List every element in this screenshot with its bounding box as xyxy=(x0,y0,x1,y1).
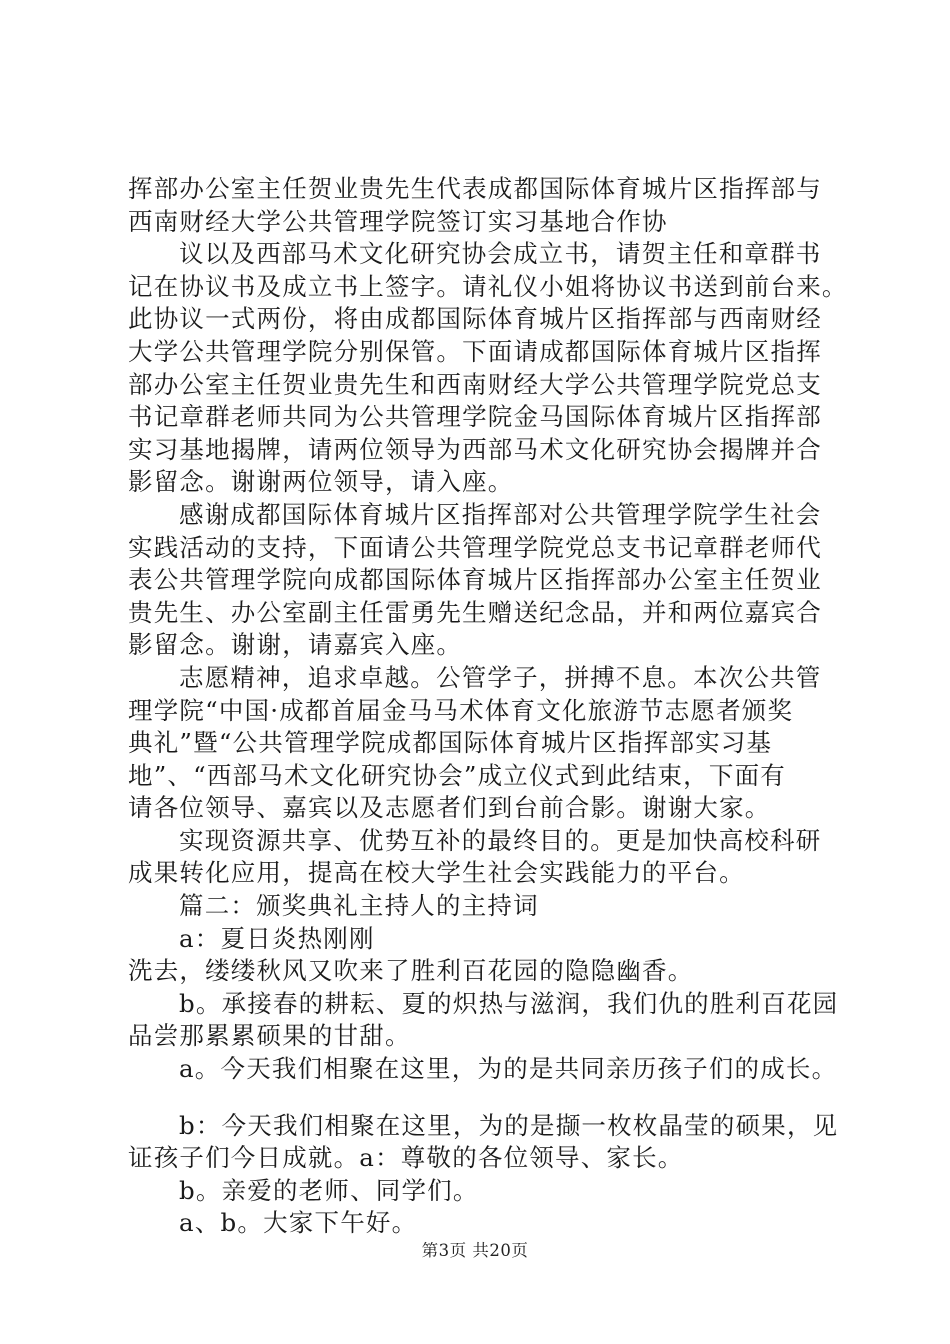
text-line: 大学公共管理学院分别保管。下面请成都国际体育城片区指挥 xyxy=(128,336,822,366)
text-line: 实习基地揭牌，请两位领导为西部马术文化研究协会揭牌并合 xyxy=(128,434,822,464)
text-line: 理学院“中国·成都首届金马马术体育文化旅游节志愿者颁奖 xyxy=(128,695,794,725)
text-line: b。承接春的耕耘、夏的炽热与滋润，我们仇的胜利百花园 xyxy=(179,988,839,1018)
text-line: 志愿精神，追求卓越。公管学子，拼搏不息。本次公共管 xyxy=(179,662,822,692)
text-line: 地”、“西部马术文化研究协会”成立仪式到此结束，下面有 xyxy=(128,760,786,790)
text-line: 证孩子们今日成就。a：尊敬的各位领导、家长。 xyxy=(128,1143,684,1173)
text-line: a、b。大家下午好。 xyxy=(179,1208,418,1238)
text-line: 感谢成都国际体育城片区指挥部对公共管理学院学生社会 xyxy=(179,499,822,529)
text-line: b。亲爱的老师、同学们。 xyxy=(179,1175,479,1205)
text-line: 实践活动的支持，下面请公共管理学院党总支书记章群老师代 xyxy=(128,532,822,562)
text-line: 部办公室主任贺业贵先生和西南财经大学公共管理学院党总支 xyxy=(128,369,822,399)
text-line: a。今天我们相聚在这里，为的是共同亲历孩子们的成长。 xyxy=(179,1054,838,1084)
blank-line xyxy=(128,1086,840,1110)
section-heading: 篇二：颁奖典礼主持人的主持词 xyxy=(179,891,539,921)
text-line: 实现资源共享、优势互补的最终目的。更是加快高校科研 xyxy=(179,825,822,855)
text-line: 影留念。谢谢两位领导，请入座。 xyxy=(128,467,514,497)
text-line: 此协议一式两份，将由成都国际体育城片区指挥部与西南财经 xyxy=(128,304,822,334)
text-line: 成果转化应用，提高在校大学生社会实践能力的平台。 xyxy=(128,858,745,888)
text-line: 议以及西部马术文化研究协会成立书，请贺主任和章群书 xyxy=(179,239,822,269)
text-line: 书记章群老师共同为公共管理学院金马国际体育城片区指挥部 xyxy=(128,402,822,432)
text-line: 记在协议书及成立书上签字。请礼仪小姐将协议书送到前台来。 xyxy=(128,271,848,301)
text-line: 影留念。谢谢，请嘉宾入座。 xyxy=(128,630,463,660)
text-line: b：今天我们相聚在这里，为的是撷一枚枚晶莹的硕果，见 xyxy=(179,1110,839,1140)
text-line: 西南财经大学公共管理学院签订实习基地合作协 xyxy=(128,206,668,236)
text-line: 挥部办公室主任贺业贵先生代表成都国际体育城片区指挥部与 xyxy=(128,174,822,203)
text-line: 洗去，缕缕秋风又吹来了胜利百花园的隐隐幽香。 xyxy=(128,956,694,986)
text-line: 表公共管理学院向成都国际体育城片区指挥部办公室主任贺业 xyxy=(128,565,822,595)
page-number-footer: 第3页 共20页 xyxy=(421,1241,529,1260)
document-body xyxy=(128,173,848,1240)
text-line: 贵先生、办公室副主任雷勇先生赠送纪念品，并和两位嘉宾合 xyxy=(128,597,822,627)
text-line: 典礼”暨“公共管理学院成都国际体育城片区指挥部实习基 xyxy=(128,728,773,758)
text-line: a：夏日炎热刚刚 xyxy=(179,923,375,953)
text-line: 品尝那累累硕果的甘甜。 xyxy=(128,1021,411,1051)
text-line: 请各位领导、嘉宾以及志愿者们到台前合影。谢谢大家。 xyxy=(128,793,771,823)
